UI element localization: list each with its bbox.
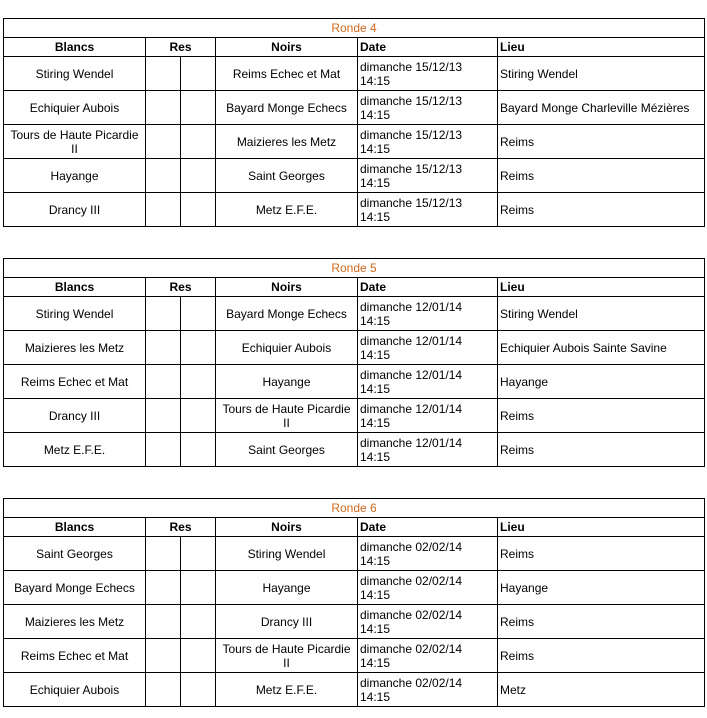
lieu-cell: Stiring Wendel — [498, 57, 705, 91]
lieu-cell: Bayard Monge Charleville Mézières — [498, 91, 705, 125]
date-cell — [358, 433, 498, 467]
lieu-cell: Reims — [498, 399, 705, 433]
blancs-cell: Reims Echec et Mat — [4, 365, 146, 399]
round-table — [3, 498, 704, 707]
header-blancs: Blancs — [4, 38, 146, 57]
date-cell — [358, 571, 498, 605]
match-row — [4, 365, 705, 399]
header-date: Date — [358, 38, 498, 57]
match-date: dimanche 15/12/13 — [360, 93, 463, 108]
match-row — [4, 331, 705, 365]
noirs-cell: Metz E.F.E. — [216, 193, 358, 227]
match-date: dimanche 02/02/14 — [360, 573, 463, 588]
noirs-cell: Echiquier Aubois — [216, 331, 358, 365]
res-cell-black — [181, 673, 216, 707]
res-cell-black — [181, 297, 216, 331]
blancs-cell: Bayard Monge Echecs — [4, 571, 146, 605]
header-date: Date — [358, 278, 498, 297]
lieu-cell: Reims — [498, 605, 705, 639]
res-cell-black — [181, 433, 216, 467]
res-cell-white — [146, 433, 181, 467]
header-lieu: Lieu — [498, 278, 705, 297]
date-cell — [358, 125, 498, 159]
match-date: dimanche 12/01/14 — [360, 401, 463, 416]
noirs-cell: Bayard Monge Echecs — [216, 91, 358, 125]
noirs-cell: Saint Georges — [216, 159, 358, 193]
res-cell-black — [181, 57, 216, 91]
date-cell — [358, 365, 498, 399]
match-date: dimanche 15/12/13 — [360, 161, 463, 176]
match-time: 14:15 — [360, 107, 391, 122]
blancs-cell: Echiquier Aubois — [4, 673, 146, 707]
match-date: dimanche 15/12/13 — [360, 127, 463, 142]
header-blancs: Blancs — [4, 278, 146, 297]
match-date: dimanche 12/01/14 — [360, 333, 463, 348]
noirs-cell: Drancy III — [216, 605, 358, 639]
match-time: 14:15 — [360, 313, 391, 328]
date-cell — [358, 193, 498, 227]
date-cell — [358, 57, 498, 91]
res-cell-black — [181, 571, 216, 605]
lieu-cell: Reims — [498, 639, 705, 673]
date-cell — [358, 159, 498, 193]
res-cell-black — [181, 399, 216, 433]
blancs-cell: Reims Echec et Mat — [4, 639, 146, 673]
header-res: Res — [146, 278, 216, 297]
round-table — [3, 258, 704, 467]
lieu-cell: Reims — [498, 125, 705, 159]
noirs-cell: Maizieres les Metz — [216, 125, 358, 159]
res-cell-white — [146, 639, 181, 673]
date-cell — [358, 297, 498, 331]
match-row — [4, 159, 705, 193]
header-lieu: Lieu — [498, 518, 705, 537]
date-cell — [358, 673, 498, 707]
match-time: 14:15 — [360, 553, 391, 568]
match-time: 14:15 — [360, 621, 391, 636]
match-row — [4, 297, 705, 331]
match-time: 14:15 — [360, 141, 391, 156]
blancs-cell: Stiring Wendel — [4, 57, 146, 91]
lieu-cell: Stiring Wendel — [498, 297, 705, 331]
blancs-cell: Tours de Haute Picardie II — [4, 125, 146, 159]
noirs-cell: Stiring Wendel — [216, 537, 358, 571]
match-row — [4, 193, 705, 227]
match-row — [4, 91, 705, 125]
match-date: dimanche 02/02/14 — [360, 607, 463, 622]
match-date: dimanche 12/01/14 — [360, 299, 463, 314]
round-title: Ronde 6 — [4, 499, 705, 518]
noirs-cell: Hayange — [216, 571, 358, 605]
noirs-cell: Saint Georges — [216, 433, 358, 467]
blancs-cell: Saint Georges — [4, 537, 146, 571]
noirs-cell: Reims Echec et Mat — [216, 57, 358, 91]
match-date: dimanche 15/12/13 — [360, 195, 463, 210]
match-row — [4, 673, 705, 707]
res-cell-white — [146, 673, 181, 707]
res-cell-black — [181, 365, 216, 399]
match-row — [4, 639, 705, 673]
lieu-cell: Metz — [498, 673, 705, 707]
noirs-cell: Hayange — [216, 365, 358, 399]
match-date: dimanche 02/02/14 — [360, 641, 463, 656]
res-cell-white — [146, 91, 181, 125]
match-time: 14:15 — [360, 381, 391, 396]
round-title: Ronde 5 — [4, 259, 705, 278]
round-title: Ronde 4 — [4, 19, 705, 38]
match-time: 14:15 — [360, 347, 391, 362]
res-cell-white — [146, 571, 181, 605]
res-cell-black — [181, 331, 216, 365]
match-time: 14:15 — [360, 73, 391, 88]
match-row — [4, 399, 705, 433]
match-date: dimanche 12/01/14 — [360, 435, 463, 450]
match-time: 14:15 — [360, 689, 391, 704]
match-row — [4, 605, 705, 639]
res-cell-white — [146, 159, 181, 193]
res-cell-white — [146, 57, 181, 91]
date-cell — [358, 91, 498, 125]
match-time: 14:15 — [360, 449, 391, 464]
lieu-cell: Reims — [498, 537, 705, 571]
round-table — [3, 18, 704, 227]
header-date: Date — [358, 518, 498, 537]
date-cell — [358, 605, 498, 639]
noirs-cell: Tours de Haute Picardie II — [216, 399, 358, 433]
res-cell-white — [146, 193, 181, 227]
blancs-cell: Hayange — [4, 159, 146, 193]
match-row — [4, 433, 705, 467]
res-cell-black — [181, 159, 216, 193]
match-row — [4, 537, 705, 571]
match-date: dimanche 02/02/14 — [360, 675, 463, 690]
match-row — [4, 125, 705, 159]
lieu-cell: Reims — [498, 433, 705, 467]
header-res: Res — [146, 38, 216, 57]
res-cell-black — [181, 639, 216, 673]
date-cell — [358, 331, 498, 365]
lieu-cell: Echiquier Aubois Sainte Savine — [498, 331, 705, 365]
match-time: 14:15 — [360, 175, 391, 190]
res-cell-white — [146, 125, 181, 159]
blancs-cell: Stiring Wendel — [4, 297, 146, 331]
match-date: dimanche 15/12/13 — [360, 59, 463, 74]
lieu-cell: Reims — [498, 159, 705, 193]
match-time: 14:15 — [360, 587, 391, 602]
res-cell-white — [146, 537, 181, 571]
match-row — [4, 57, 705, 91]
match-date: dimanche 12/01/14 — [360, 367, 463, 382]
blancs-cell: Metz E.F.E. — [4, 433, 146, 467]
header-blancs: Blancs — [4, 518, 146, 537]
date-cell — [358, 537, 498, 571]
blancs-cell: Maizieres les Metz — [4, 605, 146, 639]
noirs-cell: Tours de Haute Picardie II — [216, 639, 358, 673]
lieu-cell: Reims — [498, 193, 705, 227]
res-cell-white — [146, 399, 181, 433]
blancs-cell: Echiquier Aubois — [4, 91, 146, 125]
blancs-cell: Maizieres les Metz — [4, 331, 146, 365]
match-time: 14:15 — [360, 415, 391, 430]
lieu-cell: Hayange — [498, 365, 705, 399]
noirs-cell: Metz E.F.E. — [216, 673, 358, 707]
res-cell-black — [181, 125, 216, 159]
match-time: 14:15 — [360, 209, 391, 224]
match-row — [4, 571, 705, 605]
lieu-cell: Hayange — [498, 571, 705, 605]
res-cell-black — [181, 605, 216, 639]
res-cell-white — [146, 605, 181, 639]
header-noirs: Noirs — [216, 38, 358, 57]
blancs-cell: Drancy III — [4, 399, 146, 433]
header-noirs: Noirs — [216, 518, 358, 537]
res-cell-black — [181, 193, 216, 227]
match-date: dimanche 02/02/14 — [360, 539, 463, 554]
res-cell-black — [181, 91, 216, 125]
date-cell — [358, 639, 498, 673]
header-noirs: Noirs — [216, 278, 358, 297]
header-lieu: Lieu — [498, 38, 705, 57]
match-time: 14:15 — [360, 655, 391, 670]
blancs-cell: Drancy III — [4, 193, 146, 227]
date-cell — [358, 399, 498, 433]
noirs-cell: Bayard Monge Echecs — [216, 297, 358, 331]
header-res: Res — [146, 518, 216, 537]
res-cell-black — [181, 537, 216, 571]
res-cell-white — [146, 331, 181, 365]
res-cell-white — [146, 297, 181, 331]
res-cell-white — [146, 365, 181, 399]
